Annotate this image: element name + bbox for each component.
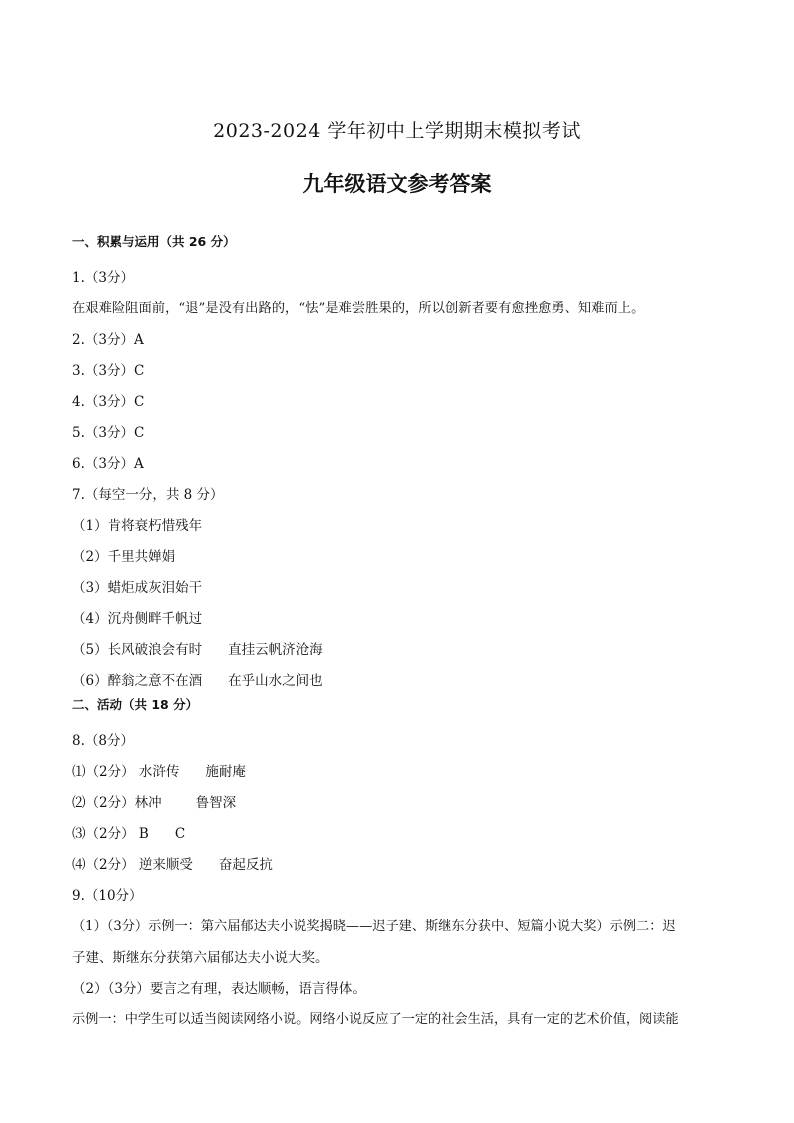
q9-1-answer-line-2: 子建、斯继东分获第六届郁达夫小说大奖。 [72, 950, 329, 966]
q1-label: 1.（3分） [72, 270, 134, 286]
q9-2-answer: （2）（3分）要言之有理，表达顺畅，语言得体。 [72, 981, 366, 997]
q2-answer: 2.（3分）A [72, 332, 144, 348]
answer-title: 九年级语文参考答案 [302, 172, 492, 196]
q7-item-6-second: 在乎山水之间也 [228, 673, 323, 689]
q8-item-3 [72, 822, 732, 842]
q9-label: 9.（10分） [72, 888, 143, 904]
q3-answer: 3.（3分）C [72, 363, 145, 379]
q7-item-6 [72, 669, 732, 689]
q1-answer: 在艰难险阻面前，“退”是没有出路的，“怯”是难尝胜果的，所以创新者要有愈挫愈勇、知难而上。 [72, 301, 645, 316]
q7-item-5-first: （5）长风破浪会有时 [72, 642, 203, 658]
section-2-heading: 二、活动（共 18 分） [72, 697, 199, 712]
q8-item-4-first: ⑷（2分） 逆来顺受 [72, 857, 193, 873]
q4-answer: 4.（3分）C [72, 394, 145, 410]
q8-item-2-first: ⑵（2分）林冲 [72, 795, 162, 811]
exam-title: 2023-2024 学年初中上学期期末模拟考试 [213, 120, 581, 142]
q9-1-answer-line-1: （1）（3分）示例一：第六届郁达夫小说奖揭晓——迟子建、斯继东分获中、短篇小说大奖）示例二：迟 [72, 919, 676, 934]
q7-item-5 [72, 638, 732, 658]
q7-item-5-second: 直挂云帆济沧海 [228, 642, 323, 658]
q8-item-4-second: 奋起反抗 [218, 857, 273, 873]
q8-item-1-first: ⑴（2分） 水浒传 [72, 764, 180, 780]
q5-answer: 5.（3分）C [72, 425, 145, 441]
q8-item-3-second: C [174, 826, 186, 842]
q7-item-4: （4）沉舟侧畔千帆过 [72, 611, 203, 627]
q9-example: 示例一：中学生可以适当阅读网络小说。网络小说反应了一定的社会生活，具有一定的艺术价值，阅读能 [72, 1012, 679, 1027]
q7-item-2: （2）千里共婵娟 [72, 549, 176, 565]
q7-item-6-first: （6）醉翁之意不在酒 [72, 673, 203, 689]
q8-item-2-second: 鲁智深 [195, 795, 237, 811]
q7-item-1: （1）肯将衰朽惜残年 [72, 518, 203, 534]
section-1-heading: 一、积累与运用（共 26 分） [72, 234, 236, 249]
q8-item-4 [72, 853, 732, 873]
q7-label: 7.（每空一分，共 8 分） [72, 487, 224, 503]
q6-answer: 6.（3分）A [72, 456, 144, 472]
q8-item-3-first: ⑶（2分） B [72, 826, 149, 842]
q8-item-1 [72, 760, 732, 780]
q8-label: 8.（8分） [72, 733, 134, 749]
q8-item-2 [72, 791, 732, 811]
q8-item-1-second: 施耐庵 [205, 764, 246, 780]
q7-item-3: （3）蜡炬成灰泪始干 [72, 580, 203, 596]
